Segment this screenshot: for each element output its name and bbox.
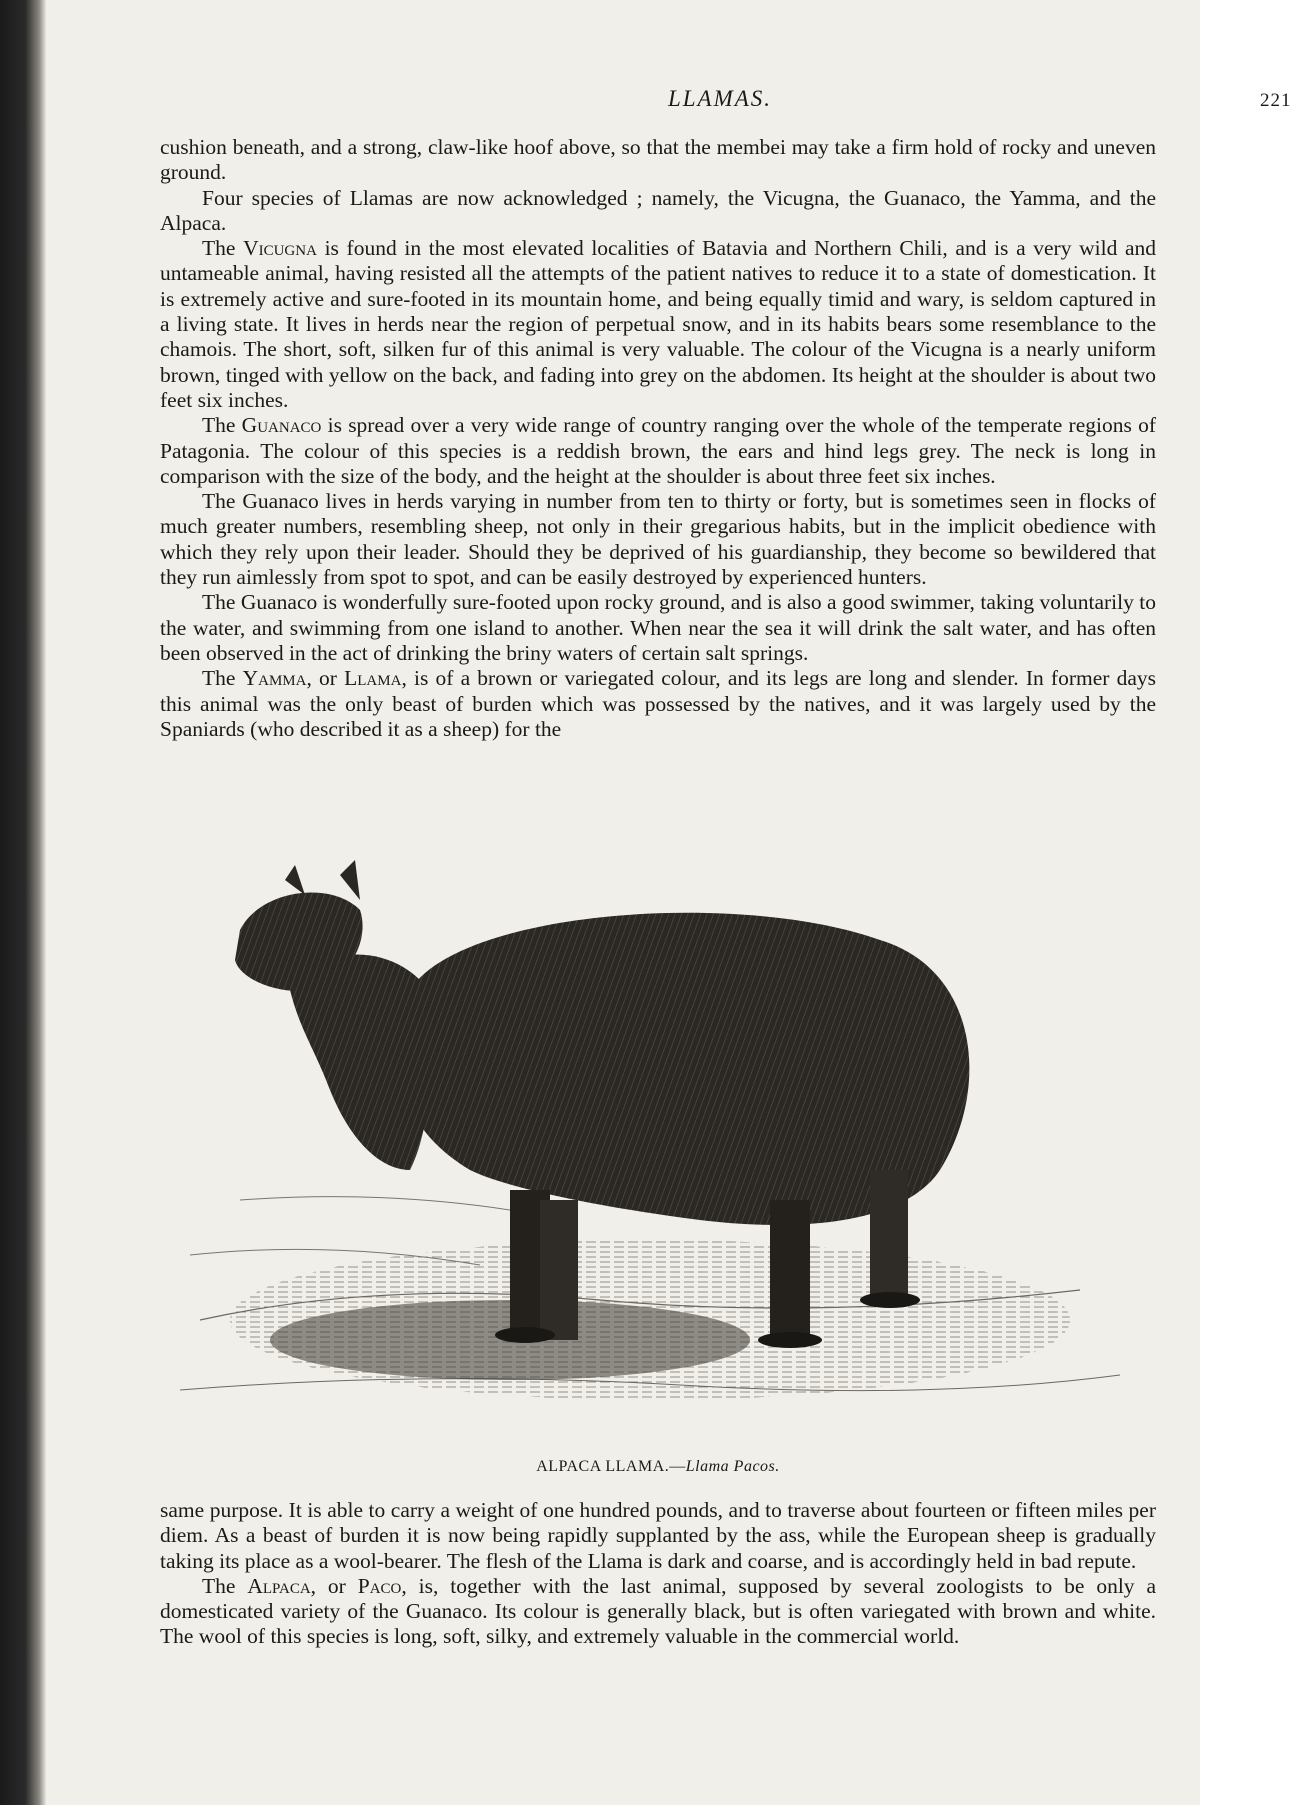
paragraph [160,1498,1156,1574]
paragraph-text: , is, together with the last animal, supposed by several zoologists to be only a domesticated variety of the Guanaco. Its colour is generally black, but is often variegated with brown and white. The wool of this species is long, soft, silky, and extremely valuable in the commercial world. [160,1573,1156,1649]
paragraph-lead: The [202,236,244,261]
caption-title: ALPACA LLAMA.— [536,1458,686,1475]
book-binding-edge [0,0,46,1805]
ground-hatching [180,1197,1120,1400]
page-header [160,86,1292,116]
paragraph [160,135,1156,186]
paragraph [160,413,1156,489]
paragraph-text: cushion beneath, and a strong, claw-like hoof above, so that the membei may take a firm hold of rocky and uneven ground. [160,135,1156,185]
species-name: Guanaco [241,413,322,438]
paragraph-text: is found in the most elevated localities of Batavia and Northern Chili, and is a very wild and untameable animal, having resisted all the attempts of the patient natives to reduce it to a state of domestication. It is extremely active and sure-footed in its mountain home, and being equally timid and wary, is seldom captured in a living state. It lives in herds near the region of perpetual snow, and in its habits bears some resemblance to the chamois. The short, soft, silken fur of this animal is very valuable. The colour of the Vicugna is a nearly uniform brown, tinged with yellow on the back, and fading into grey on the abdomen. Its height at the shoulder is about two feet six inches. [160,236,1156,412]
running-head: LLAMAS. [667,86,773,111]
paragraph [160,1574,1156,1650]
paragraph-lead: The [202,413,242,438]
species-name: Vicugna [243,236,317,261]
paragraph-mid: , or [306,666,345,691]
paragraph [160,666,1156,742]
species-name: Llama [344,666,402,691]
llama-illustration [180,870,1120,1450]
paragraph [160,236,1156,413]
paragraph-text: , is of a brown or variegated colour, and its legs are long and slender. In former days this animal was the only beast of burden which was possessed by the natives, and it was largely used by the Spaniards (who described it as a sheep) for the [160,666,1156,741]
species-name: Yamma [242,666,307,691]
paragraph-text: same purpose. It is able to carry a weight of one hundred pounds, and to traverse about fourteen or fifteen miles per diem. As a beast of burden it is now being rapidly supplanted by the ass, while the European sheep is gradually taking its place as a wool-bearer. The flesh of the Llama is dark and coarse, and is accordingly held in bad repute. [160,1498,1156,1573]
paragraph-text: Four species of Llamas are now acknowledged ; namely, the Vicugna, the Guanaco, the Yamma, and the Alpaca. [160,185,1156,235]
species-name: Alpaca [247,1573,311,1598]
alpaca-llama-engraving [180,870,1120,1450]
body-text-bottom [160,1498,1156,1650]
page-number: 221 [1260,90,1292,111]
paragraph-text: The Guanaco is wonderfully sure-footed upon rocky ground, and is also a good swimmer, taking voluntarily to the water, and swimming from one island to another. When near the sea it will drink the salt water, and has often been observed in the act of drinking the briny waters of certain salt springs. [160,590,1156,665]
paragraph-text: is spread over a very wide range of country ranging over the whole of the temperate regions of Patagonia. The colour of this species is a reddish brown, the ears and hind legs grey. The neck is long in comparison with the size of the body, and the height at the shoulder is about three feet six inches. [160,413,1156,488]
paragraph [160,590,1156,666]
paragraph-mid: , or [310,1573,358,1598]
caption-scientific-name: Llama Pacos. [685,1458,780,1475]
figure-caption [160,1458,1156,1476]
paragraph-lead: The [202,666,243,691]
paragraph [160,186,1156,237]
body-text-top [160,135,1156,742]
species-name: Paco [357,1573,402,1598]
paragraph-text: The Guanaco lives in herds varying in number from ten to thirty or forty, but is sometimes seen in flocks of much greater numbers, resembling sheep, not only in their gregarious habits, but in the implicit obedience with which they rely upon their leader. Should they be deprived of his guardianship, they become so bewildered that they run aimlessly from spot to spot, and can be easily destroyed by experienced hunters. [160,489,1156,590]
paragraph [160,489,1156,590]
paragraph-lead: The [202,1573,248,1598]
